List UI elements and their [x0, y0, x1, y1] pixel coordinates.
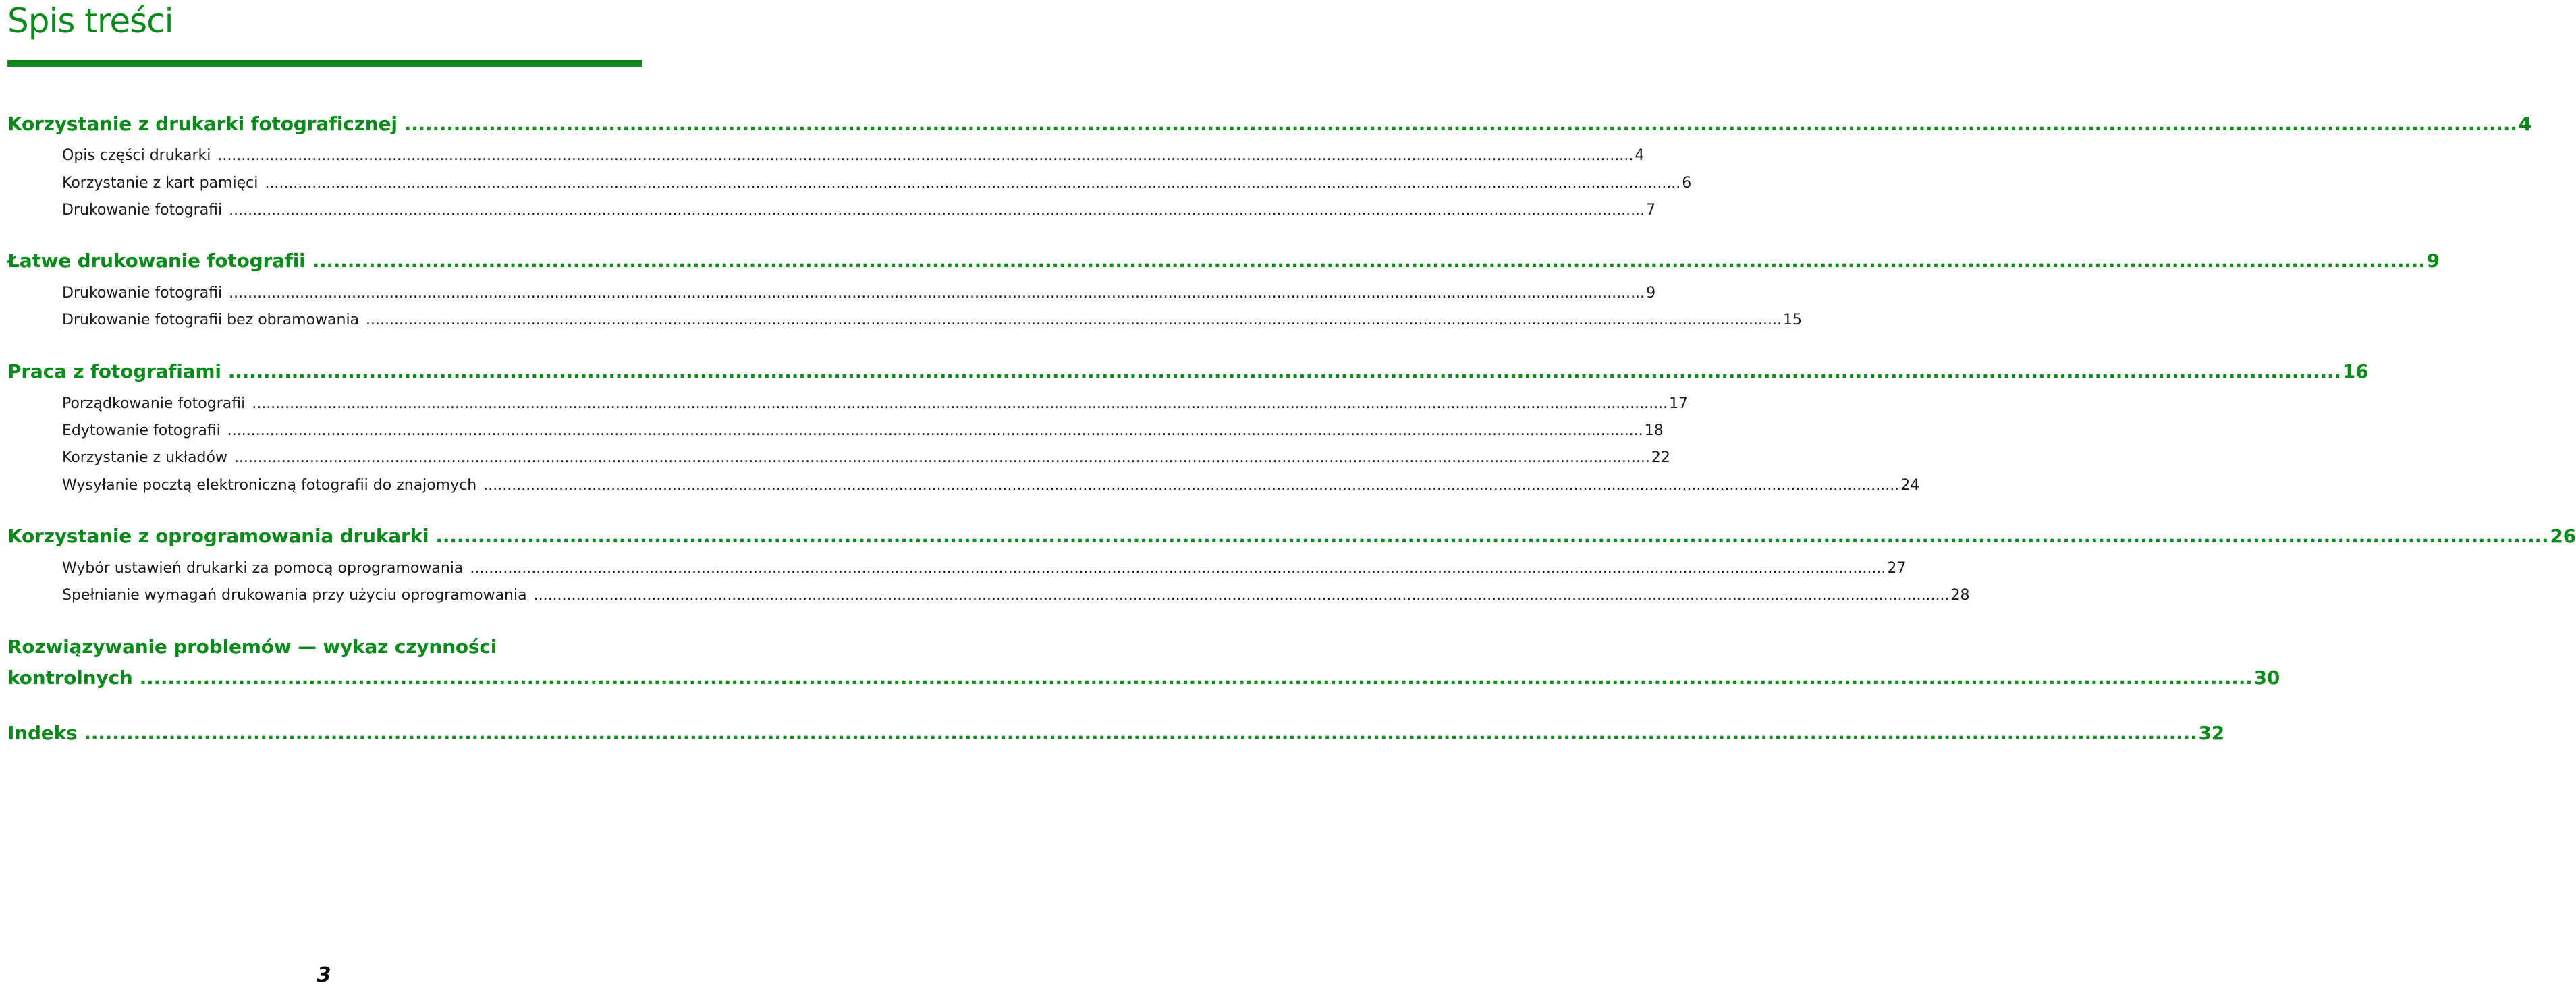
toc-section-korzystanie[interactable]	[7, 112, 2532, 136]
toc-section-problemy-line1[interactable]: Rozwiązywanie problemów — wykaz czynności	[7, 635, 497, 658]
toc-page-number: 9	[2426, 250, 2440, 272]
toc-section-label: Indeks	[7, 722, 78, 744]
toc-section-problemy[interactable]	[7, 666, 2280, 690]
dot-leader: ............................................................................................................................................................................................................................................................................................................	[404, 113, 2517, 135]
dot-leader: ............................................................................................................................................................................................................................................................................................................	[366, 312, 1782, 329]
dot-leader: ............................................................................................................................................................................................................................................................................................................	[139, 667, 2253, 689]
dot-leader: ............................................................................................................................................................................................................................................................................................................	[265, 175, 1681, 192]
toc-page-number: 17	[1669, 395, 1689, 412]
toc-page-number: 15	[1783, 312, 1802, 329]
toc-item[interactable]	[62, 421, 1664, 441]
dot-leader: ............................................................................................................................................................................................................................................................................................................	[312, 250, 2426, 272]
toc-item-label: Drukowanie fotografii bez obramowania	[62, 312, 360, 329]
dot-leader: ............................................................................................................................................................................................................................................................................................................	[229, 285, 1645, 302]
toc-item[interactable]	[62, 146, 1645, 166]
dot-leader: ............................................................................................................................................................................................................................................................................................................	[217, 147, 1634, 164]
toc-section-indeks[interactable]	[7, 721, 2225, 745]
toc-item[interactable]	[62, 586, 1970, 606]
toc-item[interactable]	[62, 200, 1656, 221]
toc-page-number: 18	[1644, 422, 1664, 439]
toc-item-label: Korzystanie z kart pamięci	[62, 175, 258, 192]
toc-item-label: Spełnianie wymagań drukowania przy użyciu oprogramowania	[62, 587, 527, 604]
toc-section-oprogramowanie[interactable]	[7, 524, 2576, 548]
toc-item-label: Porządkowanie fotografii	[62, 395, 246, 412]
toc-page-number: 16	[2342, 360, 2369, 383]
toc-page-number: 9	[1646, 285, 1656, 302]
toc-item[interactable]	[62, 310, 1802, 331]
toc-item-label: Drukowanie fotografii	[62, 202, 223, 219]
toc-item[interactable]	[62, 394, 1689, 414]
toc-item-label: Wysyłanie pocztą elektroniczną fotografii do znajomych	[62, 477, 477, 494]
dot-leader: ............................................................................................................................................................................................................................................................................................................	[470, 560, 1886, 577]
toc-section-label: kontrolnych	[7, 667, 133, 689]
toc-item[interactable]	[62, 283, 1656, 304]
dot-leader: ............................................................................................................................................................................................................................................................................................................	[533, 587, 1950, 604]
toc-page-number: 4	[2518, 113, 2532, 135]
toc-item-label: Drukowanie fotografii	[62, 285, 223, 302]
toc-item[interactable]	[62, 559, 1907, 579]
dot-leader: ............................................................................................................................................................................................................................................................................................................	[229, 202, 1645, 219]
dot-leader: ............................................................................................................................................................................................................................................................................................................	[234, 449, 1650, 466]
toc-page-number: 26	[2550, 525, 2576, 547]
dot-leader: ............................................................................................................................................................................................................................................................................................................	[227, 422, 1643, 439]
title-rule	[7, 60, 642, 67]
toc-page-number: 4	[1635, 147, 1645, 164]
toc-section-label: Łatwe drukowanie fotografii	[7, 250, 306, 272]
dot-leader: ............................................................................................................................................................................................................................................................................................................	[252, 395, 1668, 412]
toc-page-number: 27	[1887, 560, 1907, 577]
toc-section-latwe[interactable]	[7, 249, 2440, 273]
dot-leader: ............................................................................................................................................................................................................................................................................................................	[227, 360, 2341, 383]
toc-item-label: Edytowanie fotografii	[62, 422, 221, 439]
toc-section-praca[interactable]	[7, 360, 2369, 384]
toc-page-number: 7	[1646, 202, 1656, 219]
toc-page-number: 24	[1900, 477, 1920, 494]
page-number: 3	[317, 963, 331, 987]
dot-leader: ............................................................................................................................................................................................................................................................................................................	[84, 722, 2197, 744]
toc-item-label: Wybór ustawień drukarki za pomocą oprogramowania	[62, 560, 464, 577]
toc-section-label: Praca z fotografiami	[7, 360, 221, 383]
toc-page-number: 32	[2198, 722, 2225, 744]
toc-item[interactable]	[62, 476, 1920, 496]
toc-page-number: 6	[1682, 175, 1692, 192]
dot-leader: ............................................................................................................................................................................................................................................................................................................	[483, 477, 1900, 494]
toc-page-number: 22	[1651, 449, 1670, 466]
toc-section-label: Korzystanie z oprogramowania drukarki	[7, 525, 429, 547]
toc-section-label: Korzystanie z drukarki fotograficznej	[7, 113, 398, 135]
dot-leader: ............................................................................................................................................................................................................................................................................................................	[435, 525, 2549, 547]
toc-item[interactable]	[62, 173, 1692, 194]
toc-page-number: 28	[1950, 587, 1970, 604]
toc-item-label: Opis części drukarki	[62, 147, 211, 164]
toc-item[interactable]	[62, 448, 1670, 468]
toc-item-label: Korzystanie z układów	[62, 449, 227, 466]
toc-page-number: 30	[2253, 667, 2280, 689]
page-title: Spis treści	[7, 1, 173, 40]
